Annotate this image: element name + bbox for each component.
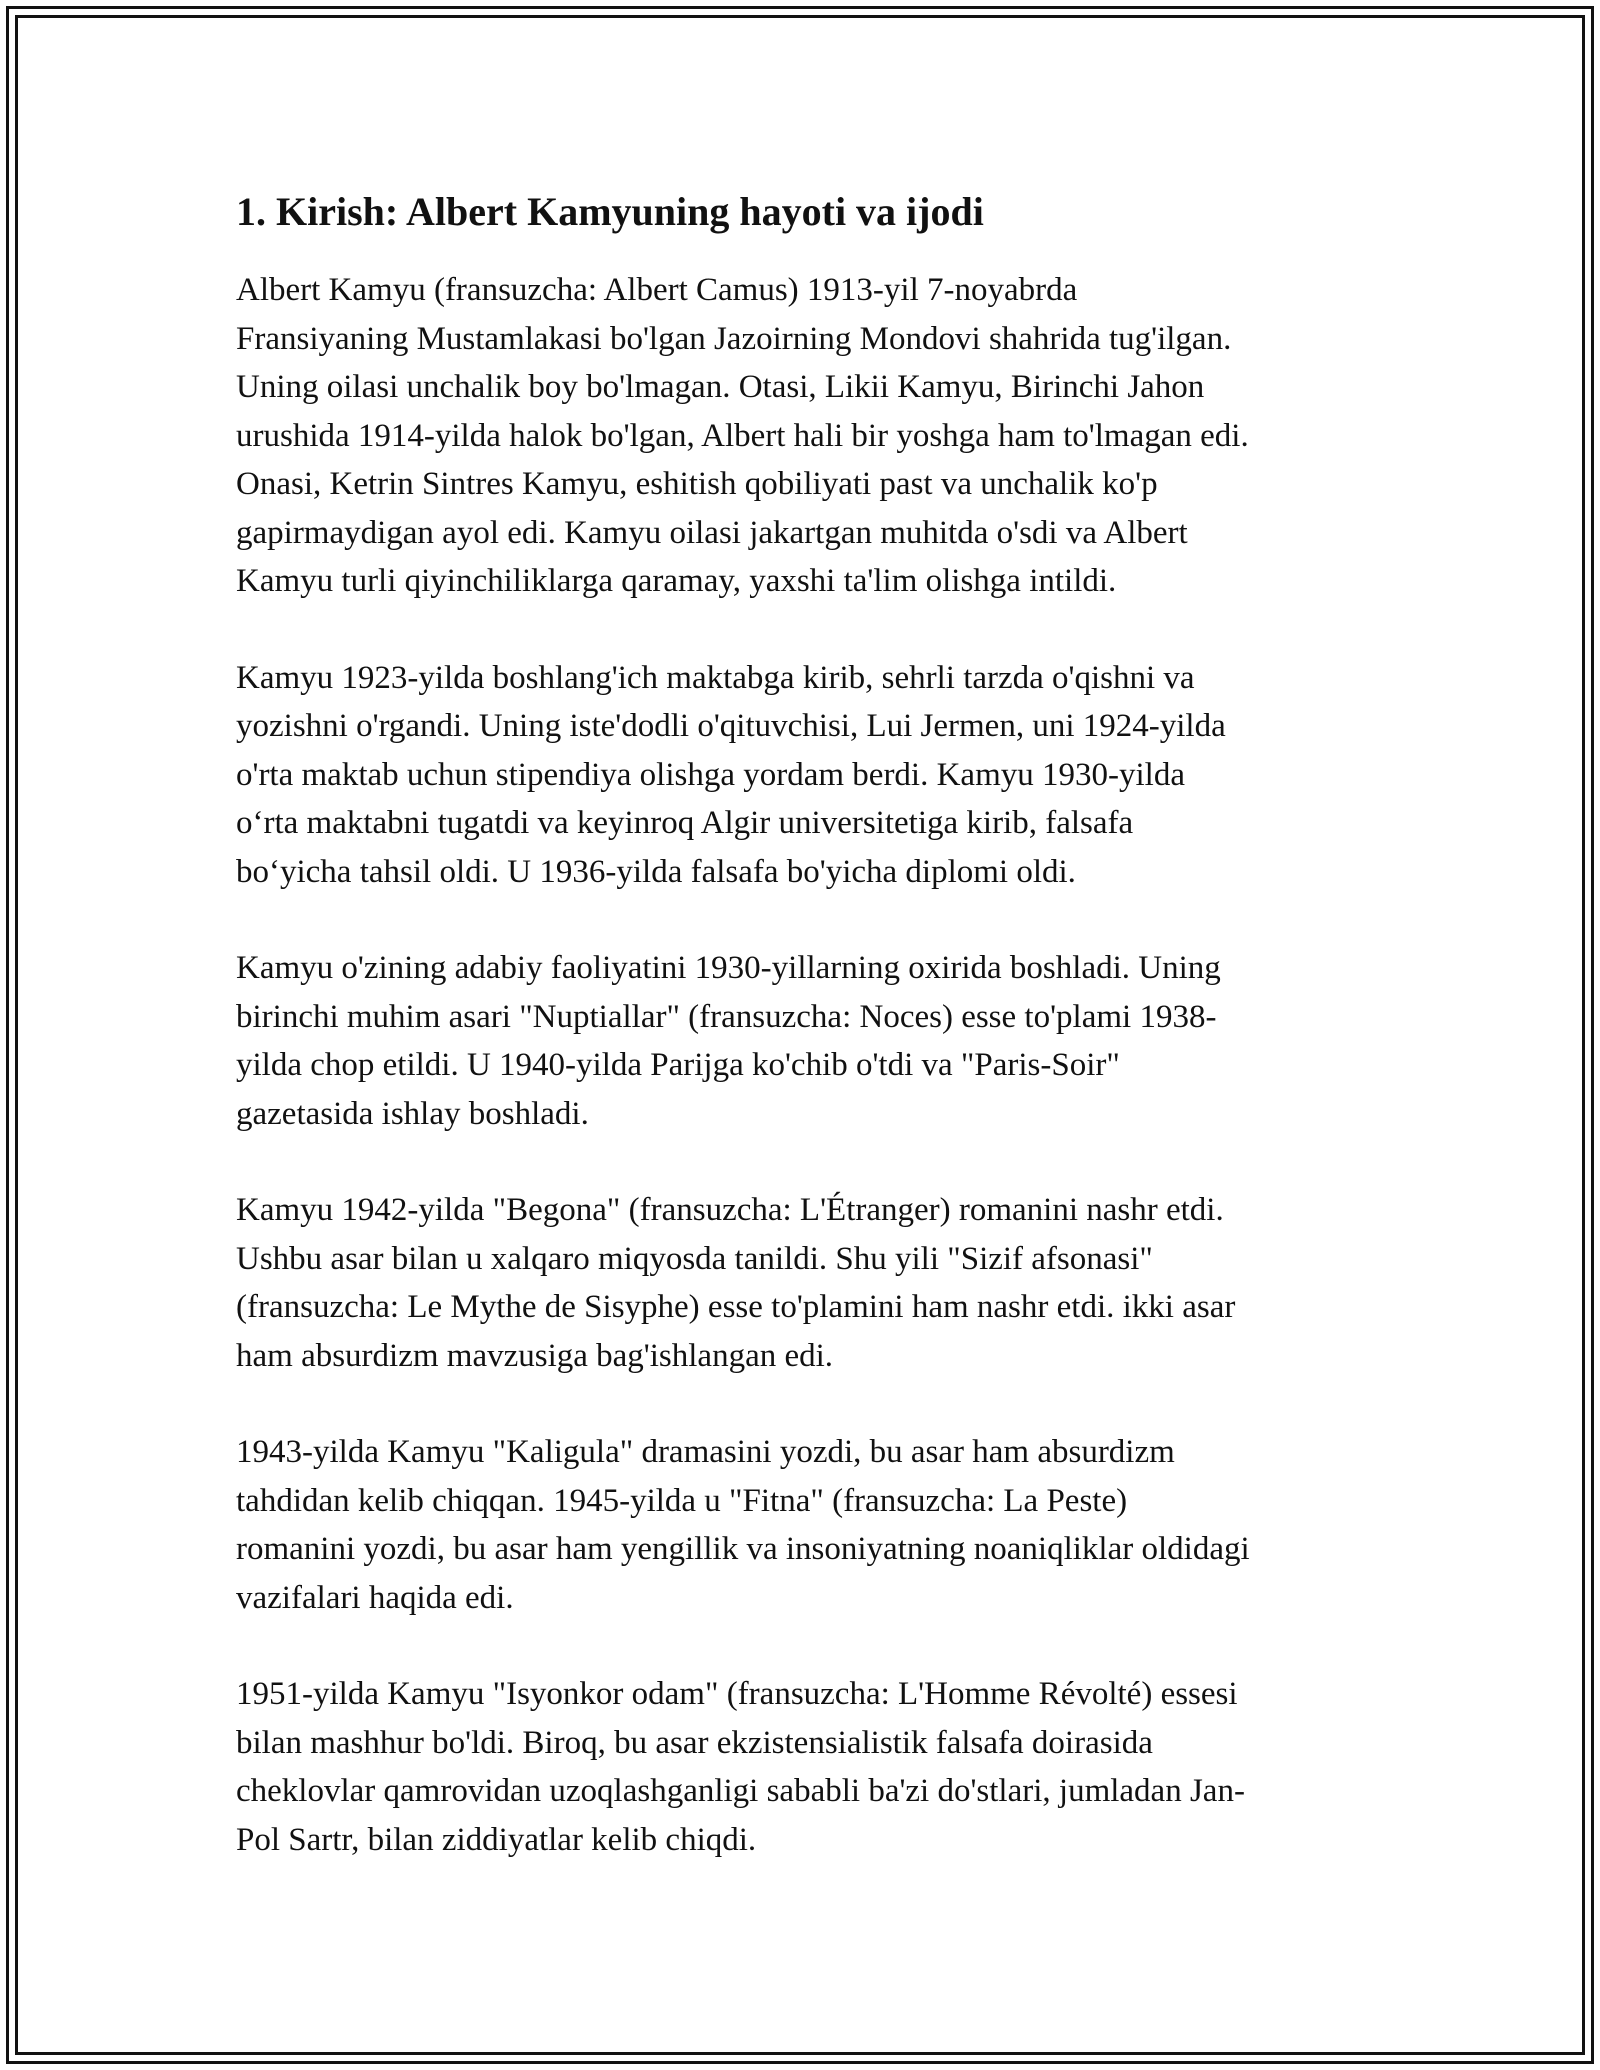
paragraph-education: Kamyu 1923-yilda boshlang'ich maktabga kirib, sehrli tarzda o'qishni va yozishni o'rgandi. Uning iste'dodli o'qituvchisi, Lui Jermen, uni 1924-yilda o'rta maktab uchun stipendiya olishga yordam berdi. Kamyu 1930-yilda oʻrta maktabni tugatdi va keyinroq Algir universitetiga kirib, falsafa boʻyicha tahsil oldi. U 1936-yilda falsafa bo'yicha diplomi oldi. [236, 659, 1226, 890]
paragraph-begona: Kamyu 1942-yilda "Begona" (fransuzcha: L'Étranger) romanini nashr etdi. Ushbu asar bilan u xalqaro miqyosda tanildi. Shu yili "Sizif afsonasi" (fransuzcha: Le Mythe de Sisyphe) esse to'plamini ham nashr etdi. ikki asar ham absurdizm mavzusiga bag'ishlangan edi. [236, 1192, 1236, 1374]
document-body [236, 184, 1366, 1912]
section-title: 1. Kirish: Albert Kamyuning hayoti va ijodi [236, 189, 984, 234]
paragraph-isyonkor-odam: 1951-yilda Kamyu "Isyonkor odam" (fransuzcha: L'Homme Révolté) essesi bilan mashhur bo'ldi. Biroq, bu asar ekzistensialistik falsafa doirasida cheklovlar qamrovidan uzoqlashganligi sababli ba'zi do'stlari, jumladan Jan- Pol Sartr, bilan ziddiyatlar kelib chiqdi. [236, 1676, 1245, 1858]
paragraph-literary-start: Kamyu o'zining adabiy faoliyatini 1930-yillarning oxirida boshladi. Uning birinchi muhim asari "Nuptiallar" (fransuzcha: Noces) esse to'plami 1938- yilda chop etildi. U 1940-yilda Parijga ko'chib o'tdi va "Paris-Soir" gazetasida ishlay boshladi. [236, 950, 1221, 1132]
paragraph-kaligula: 1943-yilda Kamyu "Kaligula" dramasini yozdi, bu asar ham absurdizm tahdidan kelib chiqqan. 1945-yilda u "Fitna" (fransuzcha: La Peste) romanini yozdi, bu asar ham yengillik va insoniyatning noaniqliklar oldidagi vazifalari haqida edi. [236, 1434, 1250, 1616]
paragraph-early-life: Albert Kamyu (fransuzcha: Albert Camus) 1913-yil 7-noyabrda Fransiyaning Mustamlakasi bo'lgan Jazoirning Mondovi shahrida tug'ilgan. Uning oilasi unchalik boy bo'lmagan. Otasi, Likii Kamyu, Birinchi Jahon urushida 1914-yilda halok bo'lgan, Albert hali bir yoshga ham to'lmagan edi. Onasi, Ketrin Sintres Kamyu, eshitish qobiliyati past va unchalik ko'p gapirmaydigan ayol edi. Kamyu oilasi jakartgan muhitda o'sdi va Albert Kamyu turli qiyinchiliklarga qaramay, yaxshi ta'lim olishga intildi. [236, 272, 1249, 599]
